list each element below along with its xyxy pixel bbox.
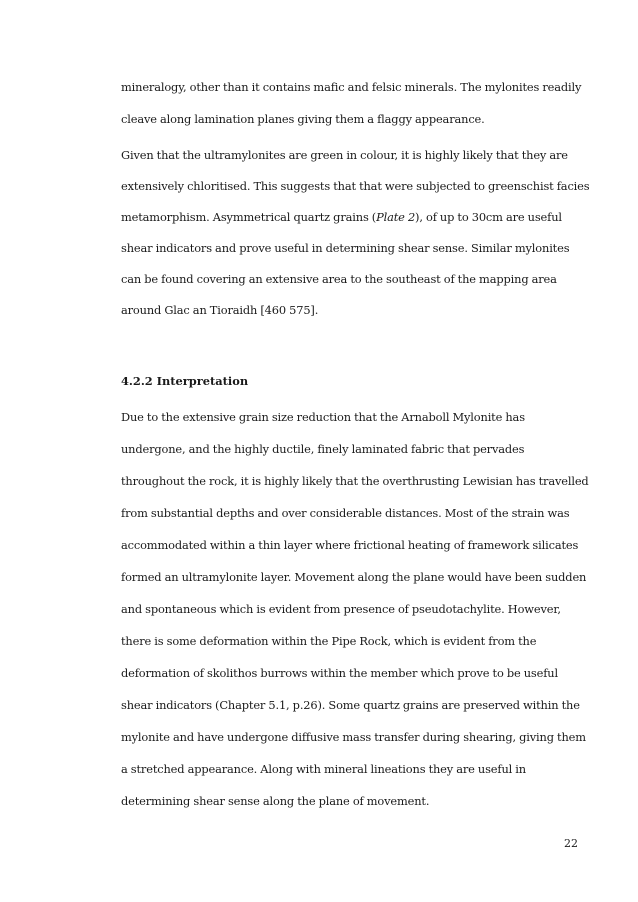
text-line: accommodated within a thin layer where frictional heating of framework silicates <box>121 538 579 552</box>
plate-reference: Plate 2 <box>376 210 416 224</box>
text-line: shear indicators (Chapter 5.1, p.26). Some quartz grains are preserved within the <box>121 698 580 712</box>
text-line: Given that the ultramylonites are green in colour, it is highly likely that they are <box>121 148 568 162</box>
text-line: around Glac an Tioraidh [460 575]. <box>121 303 319 317</box>
page-number: 22 <box>564 837 578 850</box>
text-line: extensively chloritised. This suggests that that were subjected to greenschist facies <box>121 179 590 193</box>
text-line: mineralogy, other than it contains mafic and felsic minerals. The mylonites readily <box>121 80 582 94</box>
text-line: shear indicators and prove useful in determining shear sense. Similar mylonites <box>121 241 570 255</box>
text-line: undergone, and the highly ductile, finely laminated fabric that pervades <box>121 442 525 456</box>
text-line: from substantial depths and over considerable distances. Most of the strain was <box>121 506 570 520</box>
text-line: cleave along lamination planes giving them a flaggy appearance. <box>121 112 485 126</box>
text-line: there is some deformation within the Pipe Rock, which is evident from the <box>121 634 537 648</box>
text-segment: metamorphism. Asymmetrical quartz grains ( <box>121 210 377 224</box>
text-line: Due to the extensive grain size reduction that the Arnaboll Mylonite has <box>121 410 525 424</box>
text-line: throughout the rock, it is highly likely that the overthrusting Lewisian has travelled <box>121 474 589 488</box>
section-heading: 4.2.2 Interpretation <box>121 374 249 388</box>
text-line: formed an ultramylonite layer. Movement along the plane would have been sudden <box>121 570 587 584</box>
text-line: and spontaneous which is evident from presence of pseudotachylite. However, <box>121 602 561 616</box>
text-line: deformation of skolithos burrows within the member which prove to be useful <box>121 666 558 680</box>
text-line <box>121 210 562 224</box>
text-line: mylonite and have undergone diffusive mass transfer during shearing, giving them <box>121 730 586 744</box>
text-segment: ), of up to 30cm are useful <box>415 210 562 224</box>
text-line: determining shear sense along the plane of movement. <box>121 794 430 808</box>
text-line: can be found covering an extensive area to the southeast of the mapping area <box>121 272 557 286</box>
text-line: a stretched appearance. Along with mineral lineations they are useful in <box>121 762 526 776</box>
